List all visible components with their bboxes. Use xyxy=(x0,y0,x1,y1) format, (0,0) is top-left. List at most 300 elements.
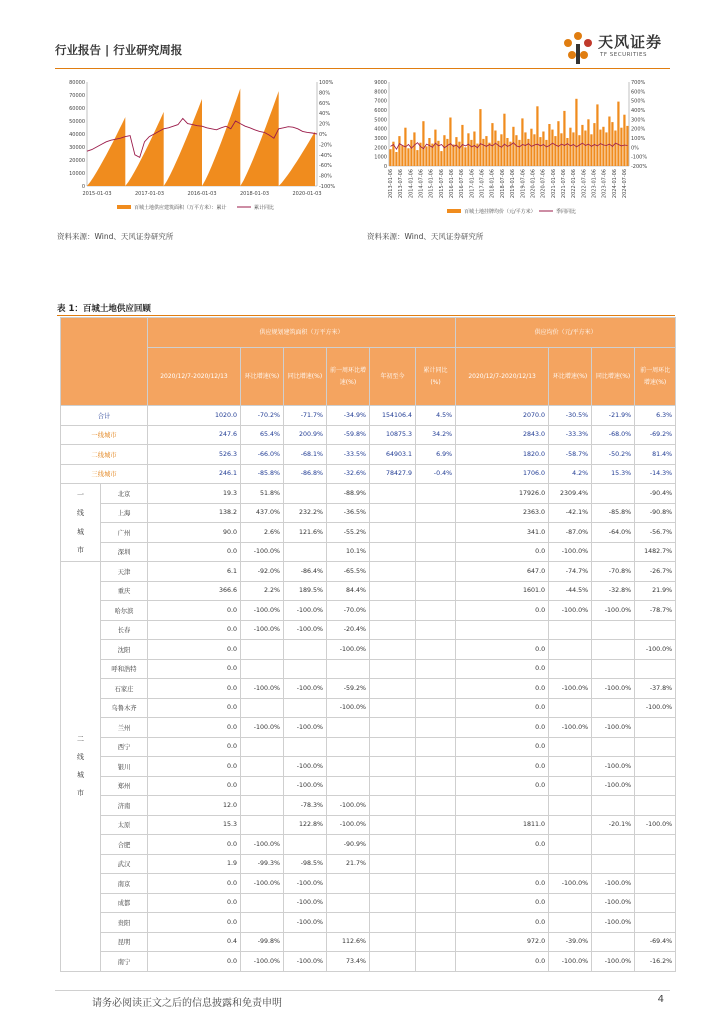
bar xyxy=(449,118,451,167)
table-cell: -55.2% xyxy=(327,523,370,543)
legend-swatch-bar xyxy=(447,209,461,213)
table-cell xyxy=(416,523,456,543)
table-cell: 0.0 xyxy=(148,874,241,894)
bar xyxy=(503,114,505,166)
table-cell: 6.3% xyxy=(635,406,676,426)
table-cell xyxy=(284,542,327,562)
table-cell xyxy=(635,874,676,894)
table-cell xyxy=(592,835,635,855)
table-cell xyxy=(370,874,416,894)
city-name: 深圳 xyxy=(101,542,148,562)
city-name: 南宁 xyxy=(101,952,148,972)
table-cell: -14.3% xyxy=(635,464,676,484)
bar xyxy=(551,130,553,166)
table-cell xyxy=(635,913,676,933)
table-cell: -42.1% xyxy=(549,503,592,523)
table-cell xyxy=(241,737,284,757)
table-cell: 0.0 xyxy=(148,952,241,972)
city-name: 广州 xyxy=(101,523,148,543)
table-cell xyxy=(370,620,416,640)
table-cell xyxy=(549,757,592,777)
table-cell xyxy=(635,620,676,640)
bar xyxy=(560,133,562,166)
bar xyxy=(401,146,403,167)
bar xyxy=(533,134,535,166)
bar xyxy=(590,134,592,166)
table-cell: -100.0% xyxy=(549,542,592,562)
bar xyxy=(434,130,436,166)
table-cell xyxy=(284,484,327,504)
table-cell: -70.2% xyxy=(241,406,284,426)
table-row xyxy=(61,893,676,913)
chart-left-svg xyxy=(57,74,347,224)
table-cell: 0.4 xyxy=(148,932,241,952)
table-row xyxy=(61,776,676,796)
bar xyxy=(545,140,547,166)
table-cell xyxy=(416,932,456,952)
y-tick-left: 8000 xyxy=(374,89,387,96)
x-tick: 2015-01-03 xyxy=(82,191,112,197)
table-cell: 0.0 xyxy=(148,601,241,621)
y-tick-right: 700% xyxy=(631,80,646,86)
x-tick: 2013-07-06 xyxy=(398,169,405,199)
table-cell xyxy=(592,796,635,816)
area-segment xyxy=(125,112,163,186)
table-cell xyxy=(416,737,456,757)
table-cell: -100.0% xyxy=(241,679,284,699)
y-tick-left: 80000 xyxy=(69,80,85,86)
table-cell xyxy=(592,932,635,952)
table-cell xyxy=(416,854,456,874)
table-cell: -30.5% xyxy=(549,406,592,426)
table-cell xyxy=(635,659,676,679)
table-cell: 972.0 xyxy=(456,932,549,952)
y-tick-left: 30000 xyxy=(69,145,85,151)
city-name: 呼和浩特 xyxy=(101,659,148,679)
table-cell xyxy=(241,913,284,933)
land-supply-table xyxy=(60,317,676,972)
table-cell: 34.2% xyxy=(416,425,456,445)
table-cell: 64903.1 xyxy=(370,445,416,465)
bar xyxy=(584,131,586,167)
bar xyxy=(413,132,415,166)
table-cell: -100.0% xyxy=(592,874,635,894)
area-segment xyxy=(279,131,315,186)
table-cell: 1706.0 xyxy=(456,464,549,484)
table-cell: 0.0 xyxy=(148,893,241,913)
bar xyxy=(596,104,598,166)
table-cell xyxy=(416,484,456,504)
table-cell: -37.8% xyxy=(635,679,676,699)
table-cell: 90.0 xyxy=(148,523,241,543)
group-label: 一线城市 xyxy=(61,484,101,562)
col-period-price: 2020/12/7-2020/12/13 xyxy=(456,348,549,406)
table-cell: -26.7% xyxy=(635,562,676,582)
city-name: 武汉 xyxy=(101,854,148,874)
x-tick: 2018-01-03 xyxy=(239,191,270,197)
table-cell: 0.0 xyxy=(456,737,549,757)
source-note-right: 资料来源：Wind、天风证券研究所 xyxy=(367,232,484,241)
y-tick-left: 9000 xyxy=(374,80,387,86)
table-cell: 2.6% xyxy=(241,523,284,543)
table-cell: 10875.3 xyxy=(370,425,416,445)
y-tick-left: 50000 xyxy=(69,119,85,125)
table-cell: 2363.0 xyxy=(456,503,549,523)
table-cell: 2843.0 xyxy=(456,425,549,445)
city-name: 贵阳 xyxy=(101,913,148,933)
x-tick: 2021-01-06 xyxy=(550,169,557,199)
table-cell: -92.0% xyxy=(241,562,284,582)
table-cell: 0.0 xyxy=(148,659,241,679)
table-cell: 526.3 xyxy=(148,445,241,465)
bar xyxy=(527,139,529,166)
y-tick-right: -40% xyxy=(319,152,332,159)
y-tick-right: 60% xyxy=(319,100,331,107)
company-logo xyxy=(560,28,670,68)
table-cell: 0.0 xyxy=(456,913,549,933)
table-cell: -100.0% xyxy=(241,542,284,562)
table-cell xyxy=(284,698,327,718)
chart-land-supply-area xyxy=(57,74,347,224)
y-tick-right: 20% xyxy=(319,121,331,128)
table-cell: -100.0% xyxy=(241,601,284,621)
bar xyxy=(389,149,391,166)
table-cell: -100.0% xyxy=(592,776,635,796)
table-cell xyxy=(327,737,370,757)
table-cell: -100.0% xyxy=(284,952,327,972)
city-name: 南京 xyxy=(101,874,148,894)
table-cell xyxy=(416,542,456,562)
footer-disclaimer: 请务必阅读正文之后的信息披露和免责申明 xyxy=(92,998,282,1009)
x-tick: 2019-07-06 xyxy=(520,169,527,199)
table-cell xyxy=(241,796,284,816)
table-row xyxy=(61,464,676,484)
city-name: 石家庄 xyxy=(101,679,148,699)
table-cell: 15.3 xyxy=(148,815,241,835)
table-cell: -69.2% xyxy=(635,425,676,445)
col-prev-price: 前一周环比增速(%) xyxy=(635,348,676,406)
table-cell: 200.9% xyxy=(284,425,327,445)
y-tick-right: -100% xyxy=(319,184,336,190)
x-tick: 2017-07-06 xyxy=(479,169,486,199)
table-cell: -32.6% xyxy=(327,464,370,484)
bar xyxy=(443,135,445,166)
y-tick-right: 100% xyxy=(631,136,646,142)
table-cell xyxy=(370,659,416,679)
city-name: 西宁 xyxy=(101,737,148,757)
table-cell xyxy=(327,874,370,894)
col-hb: 环比增速(%) xyxy=(241,348,284,406)
area-segment xyxy=(87,117,125,186)
table-row xyxy=(61,854,676,874)
table-cell: 0.0 xyxy=(456,542,549,562)
table-cell xyxy=(549,796,592,816)
table-cell xyxy=(416,503,456,523)
y-tick-right: 40% xyxy=(319,111,331,118)
table-cell: -44.5% xyxy=(549,581,592,601)
x-tick: 2016-01-06 xyxy=(449,169,456,199)
bar xyxy=(479,109,481,166)
bar xyxy=(440,151,442,166)
bar xyxy=(566,138,568,166)
bar xyxy=(455,137,457,166)
table-cell: -100.0% xyxy=(284,601,327,621)
table-cell: 0.0 xyxy=(456,718,549,738)
table-cell: -36.5% xyxy=(327,503,370,523)
bar xyxy=(518,140,520,166)
city-name: 成都 xyxy=(101,893,148,913)
table-cell xyxy=(241,776,284,796)
x-tick: 2018-07-06 xyxy=(499,169,506,199)
table-row xyxy=(61,796,676,816)
table-cell xyxy=(370,835,416,855)
city-name: 济南 xyxy=(101,796,148,816)
table-cell: 122.8% xyxy=(284,815,327,835)
table-cell xyxy=(370,737,416,757)
table-cell: 2.2% xyxy=(241,581,284,601)
table-cell xyxy=(456,620,549,640)
y-tick-left: 6000 xyxy=(374,108,387,114)
bar xyxy=(395,152,397,166)
y-tick-left: 0 xyxy=(383,164,387,170)
footer-rule xyxy=(55,990,670,991)
table-cell: 0.0 xyxy=(456,659,549,679)
table-cell xyxy=(635,737,676,757)
table-cell xyxy=(416,581,456,601)
table-rule xyxy=(57,315,675,316)
area-segment xyxy=(240,91,278,186)
table-cell xyxy=(549,835,592,855)
table-cell xyxy=(370,913,416,933)
table-row xyxy=(61,757,676,777)
col-period: 2020/12/7-2020/12/13 xyxy=(148,348,241,406)
bar xyxy=(554,136,556,166)
table-cell xyxy=(592,484,635,504)
bar xyxy=(422,121,424,166)
table-cell: -100.0% xyxy=(592,913,635,933)
table-cell xyxy=(456,796,549,816)
table-cell: 65.4% xyxy=(241,425,284,445)
col-ytd: 年初至今 xyxy=(370,348,416,406)
table-cell: 81.4% xyxy=(635,445,676,465)
bar xyxy=(500,134,502,166)
table-cell: -59.2% xyxy=(327,679,370,699)
y-tick-left: 10000 xyxy=(69,171,85,177)
table-cell xyxy=(241,757,284,777)
table-cell: 51.8% xyxy=(241,484,284,504)
x-tick: 2024-07-06 xyxy=(622,169,628,199)
table-cell: 0.0 xyxy=(456,698,549,718)
x-tick: 2019-01-06 xyxy=(510,169,517,199)
table-cell xyxy=(549,893,592,913)
table-cell xyxy=(370,581,416,601)
page-number: 4 xyxy=(657,994,664,1005)
table-cell: 0.0 xyxy=(148,620,241,640)
table-cell: 2070.0 xyxy=(456,406,549,426)
x-tick: 2014-07-06 xyxy=(418,169,425,199)
table-cell xyxy=(549,815,592,835)
col-prev: 前一周环比增速(%) xyxy=(327,348,370,406)
table-cell: -100.0% xyxy=(241,874,284,894)
table-cell xyxy=(370,854,416,874)
x-tick: 2017-01-03 xyxy=(134,191,165,197)
bar xyxy=(623,115,625,166)
table-cell xyxy=(370,640,416,660)
table-cell: 0.0 xyxy=(148,737,241,757)
bar xyxy=(587,119,589,166)
x-tick: 2020-01-06 xyxy=(530,169,537,199)
table-cell xyxy=(416,562,456,582)
table-cell xyxy=(416,659,456,679)
y-tick-right: -60% xyxy=(319,163,332,170)
table-cell: -65.5% xyxy=(327,562,370,582)
source-note-left: 资料来源：Wind、天风证券研究所 xyxy=(57,232,174,241)
table-cell: -99.8% xyxy=(241,932,284,952)
x-tick: 2016-07-06 xyxy=(459,169,466,199)
table-cell xyxy=(416,718,456,738)
city-name: 天津 xyxy=(101,562,148,582)
bar xyxy=(605,132,607,166)
x-tick: 2017-01-06 xyxy=(469,169,476,199)
table-cell xyxy=(416,835,456,855)
bar xyxy=(530,129,532,166)
bar xyxy=(506,138,508,166)
table-cell: 17926.0 xyxy=(456,484,549,504)
table-cell: -71.7% xyxy=(284,406,327,426)
table-cell: -98.5% xyxy=(284,854,327,874)
bar xyxy=(569,128,571,166)
bar xyxy=(491,123,493,166)
table-cell: 121.6% xyxy=(284,523,327,543)
table-cell: -70.8% xyxy=(592,562,635,582)
table-cell xyxy=(370,776,416,796)
table-cell: 1.9 xyxy=(148,854,241,874)
table-cell: -100.0% xyxy=(549,601,592,621)
col-cum: 累计同比(%) xyxy=(416,348,456,406)
y-tick-left: 1000 xyxy=(374,154,387,161)
y-tick-left: 70000 xyxy=(69,93,85,99)
legend-swatch-area xyxy=(117,205,131,209)
table-cell xyxy=(592,659,635,679)
y-tick-right: 80% xyxy=(319,90,331,97)
table-cell xyxy=(549,620,592,640)
x-tick: 2020-01-03 xyxy=(292,191,322,197)
table-cell: -88.9% xyxy=(327,484,370,504)
table-cell: 0.0 xyxy=(456,835,549,855)
table-cell xyxy=(592,542,635,562)
table-cell: -69.4% xyxy=(635,932,676,952)
city-name: 合肥 xyxy=(101,835,148,855)
table-cell: 1820.0 xyxy=(456,445,549,465)
city-name: 一线城市 xyxy=(61,425,148,445)
bar xyxy=(620,128,622,166)
y-tick-left: 40000 xyxy=(69,132,85,138)
area-segment xyxy=(164,99,202,186)
table-cell: 0.0 xyxy=(456,893,549,913)
table-cell: 138.2 xyxy=(148,503,241,523)
bar xyxy=(464,147,466,166)
table-cell xyxy=(370,698,416,718)
table-cell: 21.9% xyxy=(635,581,676,601)
table-cell: -90.8% xyxy=(635,503,676,523)
table-row xyxy=(61,562,676,582)
group-header-area: 供应规划建筑面积（万平方米） xyxy=(148,318,456,348)
table-cell: 21.7% xyxy=(327,854,370,874)
bar xyxy=(407,148,409,166)
table-row xyxy=(61,659,676,679)
x-tick: 2020-07-06 xyxy=(540,169,547,199)
table-cell: 232.2% xyxy=(284,503,327,523)
x-tick: 2021-07-06 xyxy=(560,169,567,199)
table-cell xyxy=(549,854,592,874)
table-cell: -100.0% xyxy=(549,718,592,738)
table-cell: -100.0% xyxy=(241,718,284,738)
table-cell: 0.0 xyxy=(456,679,549,699)
table-cell xyxy=(592,620,635,640)
bar xyxy=(515,135,517,166)
page-header xyxy=(55,28,670,68)
table-cell: -20.4% xyxy=(327,620,370,640)
table-cell xyxy=(327,659,370,679)
bar xyxy=(572,132,574,166)
x-tick: 2015-07-06 xyxy=(438,169,445,199)
bar xyxy=(599,130,601,166)
table-cell xyxy=(549,659,592,679)
bar xyxy=(485,136,487,166)
table-cell: 247.6 xyxy=(148,425,241,445)
table-cell: -32.8% xyxy=(592,581,635,601)
table-cell: -85.8% xyxy=(592,503,635,523)
table-cell: 15.3% xyxy=(592,464,635,484)
table-cell: -100.0% xyxy=(327,640,370,660)
table-cell: 10.1% xyxy=(327,542,370,562)
table-cell xyxy=(549,737,592,757)
table-row xyxy=(61,679,676,699)
table-cell xyxy=(241,893,284,913)
city-name: 北京 xyxy=(101,484,148,504)
table-cell: 246.1 xyxy=(148,464,241,484)
table-cell: 437.0% xyxy=(241,503,284,523)
table-cell: -70.0% xyxy=(327,601,370,621)
y-tick-left: 4000 xyxy=(374,126,387,133)
table-cell: -87.0% xyxy=(549,523,592,543)
header-rule xyxy=(55,68,670,69)
table-cell: -100.0% xyxy=(635,640,676,660)
table-cell xyxy=(241,659,284,679)
table-cell: -16.2% xyxy=(635,952,676,972)
table-cell xyxy=(416,601,456,621)
table-cell xyxy=(635,893,676,913)
city-name: 太原 xyxy=(101,815,148,835)
y-tick-right: 300% xyxy=(631,117,646,124)
table-cell: -99.3% xyxy=(241,854,284,874)
bar xyxy=(581,125,583,166)
bar xyxy=(473,132,475,167)
table-cell: 0.0 xyxy=(456,874,549,894)
bar xyxy=(458,142,460,166)
table-cell: 0.0 xyxy=(148,718,241,738)
table-row xyxy=(61,640,676,660)
table-cell xyxy=(284,835,327,855)
table-cell: -0.4% xyxy=(416,464,456,484)
col-tb: 同比增速(%) xyxy=(284,348,327,406)
table-cell: 84.4% xyxy=(327,581,370,601)
table-row xyxy=(61,445,676,465)
table-cell xyxy=(241,698,284,718)
table-cell: 1601.0 xyxy=(456,581,549,601)
bar xyxy=(512,127,514,166)
table-cell: 0.0 xyxy=(148,542,241,562)
